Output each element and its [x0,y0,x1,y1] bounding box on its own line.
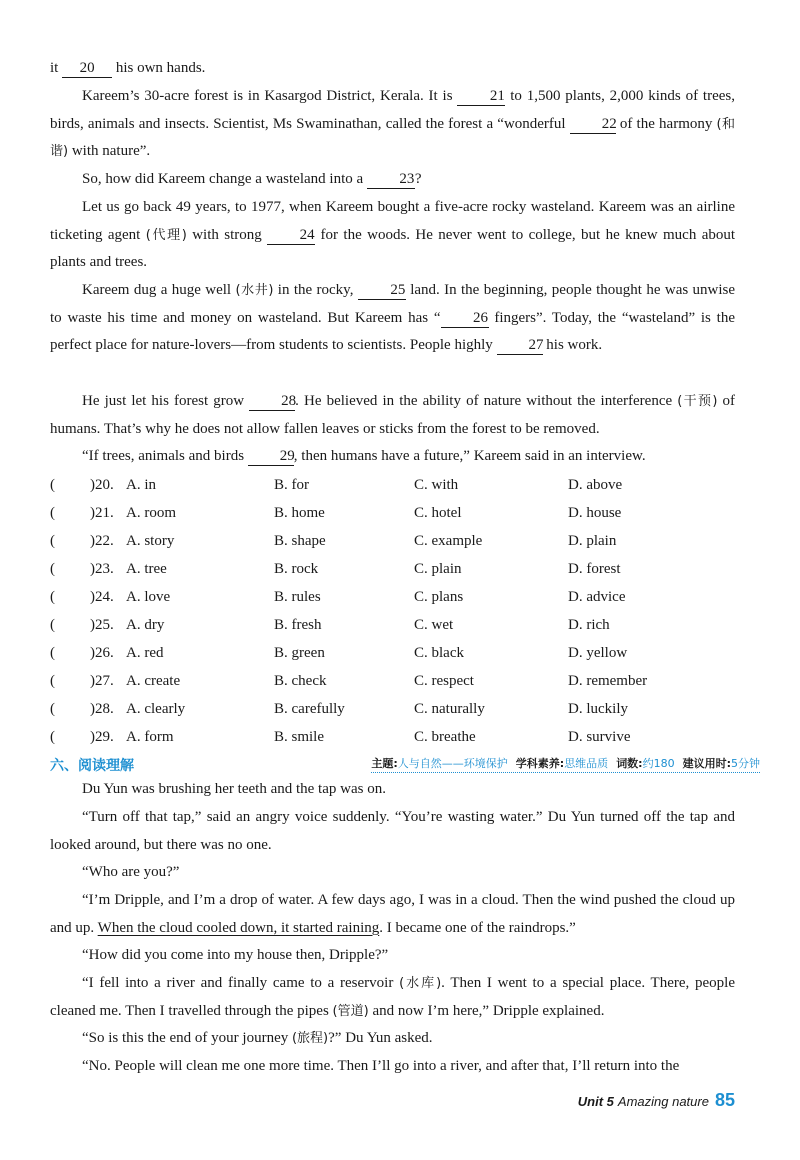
chinese-gloss: (水井) [235,283,274,298]
answer-paren[interactable]: ( [50,533,55,549]
question-number: )22. [90,533,114,549]
question-row [50,613,750,637]
text: with nature”. [71,143,151,160]
words-label: 词数: [616,757,643,770]
option-c: C. breathe [414,729,476,745]
option-c: C. wet [414,617,454,633]
question-row [50,725,750,749]
question-row [50,669,750,693]
option-b: B. fresh [274,617,322,633]
text: . Then I went to a special place. There, people cleaned me. Then I travelled through the pipes [50,975,735,1019]
option-d: D. house [568,505,622,521]
text: with strong [192,226,262,243]
option-c: C. plans [414,589,464,605]
option-b: B. carefully [274,701,345,717]
text: Let us go back 49 years, to 1977, when Kareem bought a five-acre rocky wasteland. Kareem was an airline ticketing agent [50,199,735,243]
page-number: 85 [714,1090,735,1110]
underlined-sentence: When the cloud cooled down, it started raining [97,919,380,936]
question-row [50,697,750,721]
topic-label: 主题: [371,757,398,770]
text: He just let his forest grow [82,393,245,409]
option-b: B. check [274,673,327,689]
option-a: A. form [126,729,174,745]
answer-paren[interactable]: ( [50,729,55,745]
question-number: )28. [90,701,114,717]
text: of humans. That’s why he does not allow fallen leaves or sticks from the forest to be removed. [50,393,735,437]
reading-paragraph-1: Du Yun was brushing her teeth and the tap was on. [82,781,386,797]
unit-label: Unit 5 [577,1094,614,1109]
answer-paren[interactable]: ( [50,477,55,493]
text: in the rocky, [277,282,354,298]
question-number: )23. [90,561,114,577]
answer-paren[interactable]: ( [50,561,55,577]
text: for the woods. He never went to college, but he knew much about plants and trees. [50,226,736,271]
option-d: D. remember [568,673,648,689]
reading-paragraph-6 [50,970,735,1025]
cloze-paragraph-1 [50,83,735,166]
text: to 1,500 plants, 2,000 kinds of trees, birds, animals and insects. Scientist, Ms Swaminathan, called the forest a “wonderful [50,88,735,132]
option-c: C. example [414,533,483,549]
option-a: A. clearly [126,701,186,717]
option-a: A. room [126,505,176,521]
option-c: C. with [414,477,459,493]
text: So, how did Kareem change a wasteland into a [82,171,364,187]
chinese-gloss: (和谐) [50,116,735,160]
text: . I became one of the raindrops.” [379,919,576,936]
question-number: )24. [90,589,114,605]
text: his own hands. [115,60,206,76]
answer-paren[interactable]: ( [50,505,55,521]
option-b: B. smile [274,729,325,745]
option-b: B. rules [274,589,321,605]
text: it [50,60,59,76]
page-footer [578,1090,735,1111]
text: fingers”. Today, the “wasteland” is the perfect place for nature-lovers—from students to scientists. People highly [50,309,735,354]
text: Kareem’s 30-acre forest is in Kasargod District, Kerala. It is [82,88,453,104]
cloze-paragraph-2 [50,166,735,194]
text: “So is this the end of your journey [82,1030,289,1046]
reading-paragraph-8: “No. People will clean me one more time. Then I’ll go into a river, and after that, I’ll return into the [82,1058,680,1074]
blank-28: 28 [249,392,295,411]
option-d: D. advice [568,589,626,605]
question-row [50,473,750,497]
time-value: 5分钟 [731,757,760,770]
cloze-paragraph-4 [50,277,735,360]
question-row [50,641,750,665]
option-a: A. love [126,589,171,605]
option-b: B. home [274,505,325,521]
text: and now I’m here,” Dripple explained. [372,1002,605,1019]
answer-paren[interactable]: ( [50,617,55,633]
text: . He believed in the ability of nature without the interference [295,393,673,409]
literacy-label: 学科素养: [515,757,565,770]
option-c: C. black [414,645,464,661]
text: land. In the beginning, people thought he was unwise to waste his time and money on wasteland. But Kareem has “ [50,282,736,326]
chinese-gloss: (管道) [332,1003,369,1019]
question-row [50,501,750,525]
chinese-gloss: (水库) [399,976,442,991]
option-b: B. shape [274,533,326,549]
option-d: D. survive [568,729,631,745]
words-value: 约180 [642,757,675,770]
blank-26: 26 [441,309,489,328]
text: ?” Du Yun asked. [328,1030,433,1046]
option-a: A. dry [126,617,165,633]
question-row [50,557,750,581]
answer-paren[interactable]: ( [50,673,55,689]
reading-paragraph-5: “How did you come into my house then, Dripple?” [82,947,389,963]
reading-paragraph-7 [50,1025,735,1053]
question-number: )21. [90,505,114,521]
reading-paragraph-2: “Turn off that tap,” said an angry voice suddenly. “You’re wasting water.” Du Yun turned off the tap and looked around, but there was no one. [50,809,735,853]
chinese-gloss: (干预) [677,394,718,409]
blank-23: 23 [367,170,415,189]
option-d: D. forest [568,561,621,577]
text: ? [414,171,422,187]
cloze-paragraph-5 [50,388,735,443]
option-d: D. plain [568,533,617,549]
question-number: )25. [90,617,114,633]
section-meta [371,755,760,773]
option-c: C. naturally [414,701,485,717]
cloze-paragraph-6 [50,443,735,471]
option-d: D. luckily [568,701,628,717]
option-d: D. rich [568,617,610,633]
cloze-line-top [50,55,735,83]
question-number: )27. [90,673,114,689]
text: “I’m Dripple, and I’m a drop of water. A few days ago, I was in a cloud. Then the wind pushed the cloud up and up. [50,892,735,936]
question-row [50,529,750,553]
option-d: D. yellow [568,645,628,661]
option-a: A. red [126,645,164,661]
section-header [50,755,760,777]
blank-25: 25 [358,281,406,300]
text: “If trees, animals and birds [82,448,245,464]
text: “I fell into a river and finally came to a reservoir [82,975,394,991]
blank-20: 20 [62,59,112,78]
question-row [50,585,750,609]
literacy-value: 思维品质 [564,757,609,770]
blank-21: 21 [457,87,505,106]
reading-paragraph-3: “Who are you?” [82,864,180,880]
option-d: D. above [568,477,623,493]
question-number: )20. [90,477,114,493]
option-a: A. in [126,477,156,493]
unit-name: Amazing nature [617,1094,709,1109]
cloze-paragraph-3 [50,194,735,277]
option-a: A. story [126,533,175,549]
option-c: C. plain [414,561,462,577]
answer-paren[interactable]: ( [50,645,55,661]
blank-27: 27 [497,336,543,355]
text: his work. [546,337,603,354]
option-b: B. rock [274,561,319,577]
option-b: B. for [274,477,309,493]
blank-24: 24 [267,226,315,245]
reading-paragraph-4 [50,887,735,942]
blank-29: 29 [248,447,294,466]
section-title: 六、阅读理解 [50,758,134,774]
question-number: )29. [90,729,114,745]
question-number: )26. [90,645,114,661]
topic-value: 人与自然——环境保护 [397,757,508,770]
time-label: 建议用时: [682,757,731,770]
chinese-gloss: (代理) [145,227,187,243]
text: , then humans have a future,” Kareem said in an interview. [293,448,646,464]
option-a: A. create [126,673,181,689]
chinese-gloss: (旅程) [291,1031,329,1046]
option-b: B. green [274,645,325,661]
text: of the harmony [619,115,713,132]
option-c: C. respect [414,673,474,689]
text: Kareem dug a huge well [82,282,232,298]
blank-22: 22 [570,115,616,134]
answer-paren[interactable]: ( [50,589,55,605]
option-c: C. hotel [414,505,462,521]
option-a: A. tree [126,561,167,577]
answer-paren[interactable]: ( [50,701,55,717]
